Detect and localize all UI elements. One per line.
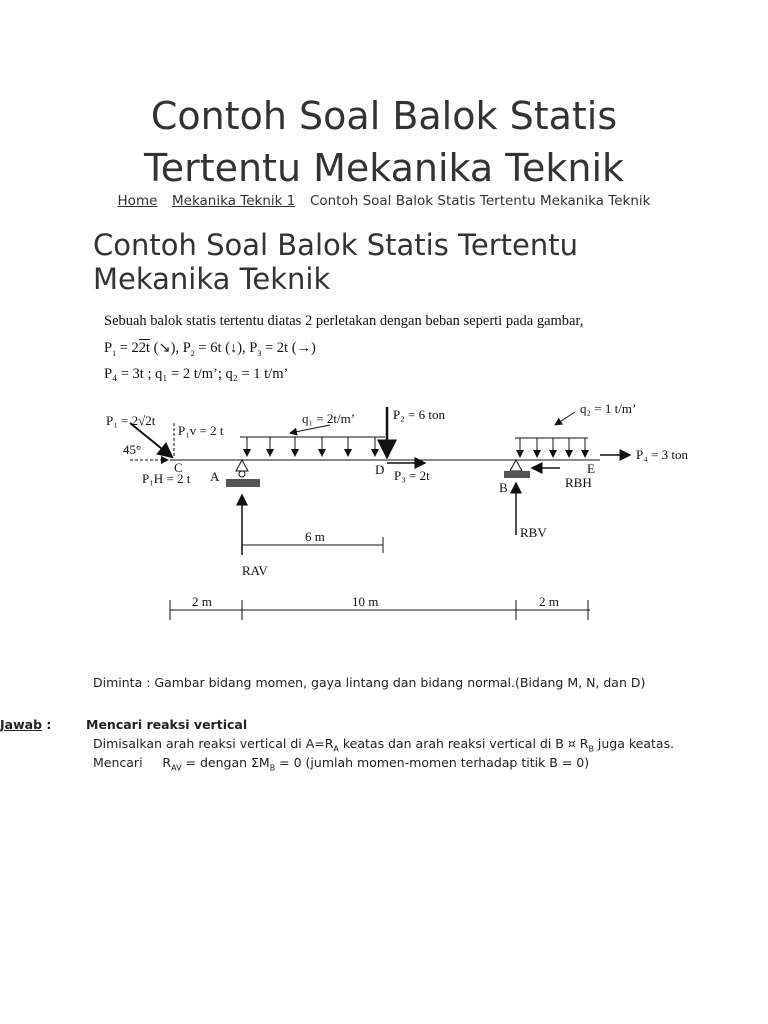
p3-eq: = 2t (→) xyxy=(261,340,316,356)
body-line2-sub2: B xyxy=(269,763,276,773)
body-line2 xyxy=(93,755,589,773)
point-d-label: D xyxy=(375,462,385,477)
dim-2m-right-label: 2 m xyxy=(539,594,559,609)
dim-10m-label: 10 m xyxy=(352,594,379,609)
page-title xyxy=(0,90,768,194)
jawab-label: Jawab xyxy=(0,717,43,732)
dim-2m-left-label: 2 m xyxy=(192,594,212,609)
q1-pointer xyxy=(290,425,330,433)
jawab-heading: Mencari reaksi vertical xyxy=(86,717,248,732)
rbv-label: RBV xyxy=(520,525,547,540)
body-line1-b: keatas dan arah reaksi vertical di B ¤ R xyxy=(338,736,589,751)
p1-label: P₁ = 2√2t xyxy=(106,413,156,428)
q1-label: q₁ = 2t/m’ xyxy=(302,411,356,426)
support-b-ground xyxy=(504,471,530,478)
body-line1-a: Dimisalkan arah reaksi vertical di A=R xyxy=(93,736,334,751)
point-a-label: A xyxy=(210,469,220,484)
page-title-line1: Contoh Soal Balok Statis xyxy=(150,94,618,138)
body-line2-d: = 0 (jumlah momen-momen terhadap titik B = 0) xyxy=(275,755,590,770)
point-c-label: C xyxy=(174,460,183,475)
breadcrumb-home-link[interactable]: Home xyxy=(117,193,158,209)
support-a xyxy=(236,460,248,471)
point-e-label: E xyxy=(587,461,595,476)
body-line1 xyxy=(93,736,674,754)
rbh-label: RBH xyxy=(565,475,592,490)
breadcrumb-category-link[interactable]: Mekanika Teknik 1 xyxy=(172,193,296,209)
support-b xyxy=(510,460,522,471)
p1h-label: P₁H = 2 t xyxy=(142,471,191,486)
body-line1-sub-a: A xyxy=(333,744,339,754)
article-title-line2: Mekanika Teknik xyxy=(93,262,331,296)
p2-label: P₂ = 6 ton xyxy=(393,407,445,422)
page-title-line2: Tertentu Mekanika Teknik xyxy=(143,146,625,190)
body-line1-sub-b: B xyxy=(588,744,594,754)
p1-root: 2t xyxy=(138,340,151,356)
angle-label: 45° xyxy=(123,442,142,457)
dim-6m-label: 6 m xyxy=(305,529,325,544)
beam-diagram xyxy=(90,395,710,630)
q1-arrows xyxy=(247,437,375,456)
load-values-line: $P_1 = 22t$ (↘), $P_2 = 6t$ (↓), $P_3 = 2t$ (→) xyxy=(104,340,316,358)
body-line2-sub: AV xyxy=(171,763,182,773)
q2-label: q₂ = 1 t/m’ xyxy=(580,401,637,416)
breadcrumb xyxy=(0,193,768,209)
p1-label: P xyxy=(104,340,113,356)
p1-dir: (↘), P xyxy=(150,340,191,356)
rav-label: RAV xyxy=(242,563,268,578)
article-title-line1: Contoh Soal Balok Statis Tertentu xyxy=(93,228,578,262)
body-line2-b: R xyxy=(162,755,172,770)
q2-arrows xyxy=(520,438,585,457)
body-line2-a: Mencari xyxy=(93,755,143,770)
p1-eq: = 2 xyxy=(116,340,139,356)
support-a-ground xyxy=(226,479,260,487)
p1v-label: P₁v = 2 t xyxy=(178,423,224,438)
article-title xyxy=(93,228,693,296)
jawab-row xyxy=(0,717,51,732)
q2-pointer xyxy=(555,412,575,425)
p3-label: P₃ = 2t xyxy=(394,468,430,483)
p4-label: P₄ = 3 ton xyxy=(636,447,688,462)
p2-eq: = 6t (↓), P xyxy=(194,340,258,356)
body-line2-c: = dengan ΣM xyxy=(181,755,270,770)
point-b-label: B xyxy=(499,480,508,495)
body-line1-c: juga keatas. xyxy=(593,736,675,751)
jawab-colon: : xyxy=(42,717,52,732)
breadcrumb-current: Contoh Soal Balok Statis Tertentu Mekanika Teknik xyxy=(309,193,651,209)
load-values-line2: P₄ = 3t ; q₁ = 2 t/m’; q₂ = 1 t/m’ xyxy=(104,366,289,382)
diminta-text: Diminta : Gambar bidang momen, gaya lintang dan bidang normal.(Bidang M, N, dan D) xyxy=(93,675,646,690)
problem-statement: Sebuah balok statis tertentu diatas 2 perletakan dengan beban seperti pada gambar, xyxy=(104,313,584,329)
